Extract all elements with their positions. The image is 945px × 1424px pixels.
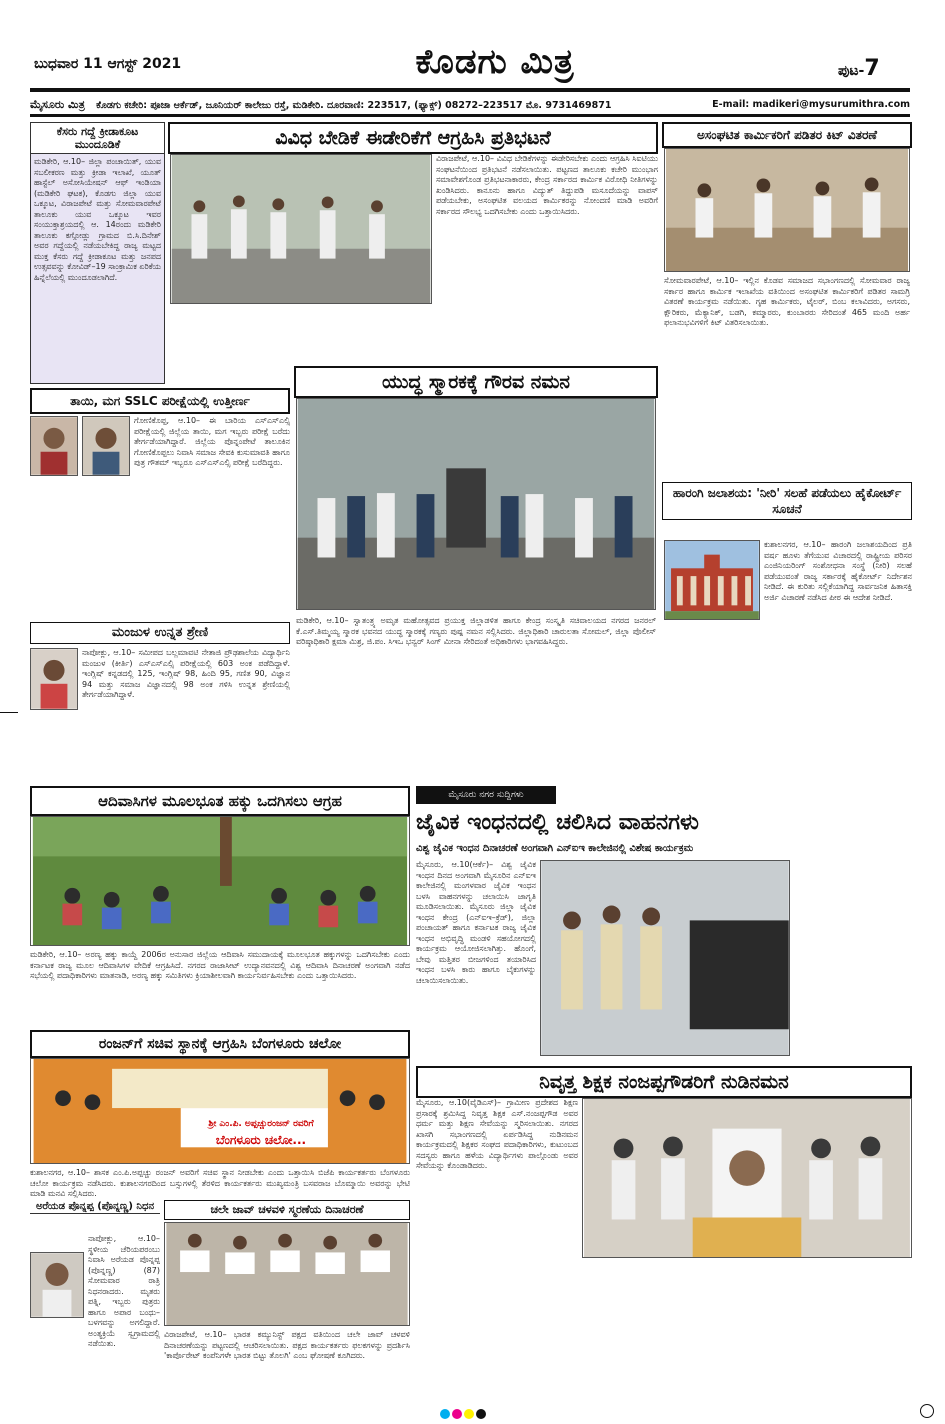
- story-ranjan: [30, 1030, 410, 1198]
- headline-ponnappa: ಅರೆಯಡ ಪೊನ್ನಪ್ಪ (ಪೊನ್ನಣ್ಣ) ನಿಧನ: [30, 1200, 160, 1214]
- photo-war-memorial: [296, 398, 656, 610]
- page-number: [838, 56, 880, 81]
- story-war-memorial: [294, 366, 658, 772]
- photo-ranjan: [30, 1058, 410, 1164]
- banner-line2: ಬೆಂಗಳೂರು ಚಲೋ...: [215, 1133, 307, 1147]
- office-email: E-mail: madikeri@mysurumithra.com: [712, 99, 910, 110]
- photo-quit-india: [164, 1222, 410, 1326]
- body-sports: ಮಡಿಕೇರಿ, ಆ.10– ಜಿಲ್ಲಾ ಪಂಚಾಯಿತ್, ಯುವ ಸಬಲೀಕರಣ ಮತ್ತು ಕ್ರೀಡಾ ಇಲಾಖೆ, ಯೂತ್ ಹಾಸ್ಟೆಲ್ ಅಸೋಸಿಯೇಷನ್ ಆಫ್ ಇಂಡಿಯಾ (ಮಡಿಕೇರಿ ಘಟಕ), ಕೊಡಗು ಜಿಲ್ಲಾ ಯುವ ಒಕ್ಕೂಟ, ವಿರಾಜಪೇಟೆ ಮತ್ತು ಸೋಮವಾರಪೇಟೆ ತಾಲೂಕು ಯುವ ಒಕ್ಕೂಟ ಇವರ ಸಂಯುಕ್ತಾಶ್ರಯದಲ್ಲಿ ಆ. 14ರಂದು ಮಡಿಕೇರಿ ತಾಲೂಕು ಕಗ್ಗೋಡ್ಲು ಗ್ರಾಮದ ಬಿ.ಸಿ.ದಿನೇಶ್ ಅವರ ಗದ್ದೆಯಲ್ಲಿ ನಡೆಯಬೇಕಿದ್ದ ರಾಜ್ಯ ಮಟ್ಟದ ಮುಕ್ತ ಕೆಸರು ಗದ್ದೆ ಕ್ರೀಡಾಕೂಟ ಮತ್ತು ಜನಪದ ಉತ್ಸವವನ್ನು ಕೋವಿಡ್–19 ಸಾಂಕ್ರಾಮಿಕ ಏರಿಕೆಯ ಹಿನ್ನೆಲೆಯಲ್ಲಿ ಮುಂದೂಡಲಾಗಿದೆ.: [34, 157, 161, 282]
- headline-kits: ಅಸಂಘಟಿತ ಕಾರ್ಮಿಕರಿಗೆ ಪಡಿತರ ಕಿಟ್ ವಿತರಣೆ: [662, 122, 912, 148]
- body-manjula: ನಾಪೋಕ್ಲು, ಆ.10– ಸಮೀಪದ ಬಲ್ಲಮಾವಟಿ ನೇತಾಜಿ ಪ್ರೌಢಶಾಲೆಯ ವಿದ್ಯಾರ್ಥಿನಿ ಮಂಜುಳ (ಕೀರ್ತಿ) ಎಸ್ಎಸ್ಎಲ್ಸಿ ಪರೀಕ್ಷೆಯಲ್ಲಿ 603 ಅಂಕ ಪಡೆದಿದ್ದಾಳೆ. ಇಂಗ್ಲಿಷ್ ಕನ್ನಡದಲ್ಲಿ 125, ಇಂಗ್ಲಿಷ್ 98, ಹಿಂದಿ 95, ಗಣಿತ 90, ವಿಜ್ಞಾನ 94 ಮತ್ತು ಸಮಾಜ ವಿಜ್ಞಾನದಲ್ಲಿ 98 ಅಂಕ ಗಳಿಸಿ ಉನ್ನತ ಶ್ರೇಣಿಯಲ್ಲಿ ತೇರ್ಗಡೆಯಾಗಿದ್ದಾಳೆ.: [82, 648, 290, 699]
- story-sslc: [30, 388, 290, 618]
- photo-high-court: [664, 540, 760, 620]
- story-ponnappa: [30, 1200, 160, 1384]
- photo-protest: [170, 154, 432, 304]
- headline-quit-india: ಚಲೇ ಜಾವ್ ಚಳವಳಿ ಸ್ಮರಣೆಯ ದಿನಾಚರಣೆ: [164, 1200, 410, 1220]
- page-label: ಪುಟ-: [838, 63, 865, 79]
- photo-ponnappa: [30, 1252, 84, 1318]
- headline-war-memorial: ಯುದ್ಧ ಸ್ಮಾರಕಕ್ಕೆ ಗೌರವ ನಮನ: [294, 366, 658, 398]
- story-teacher: [416, 1066, 912, 1384]
- masthead-rule: [30, 88, 910, 92]
- photo-son: [82, 416, 130, 476]
- headline-sports: ಕೆಸರು ಗದ್ದೆ ಕ್ರೀಡಾಕೂಟ ಮುಂದೂಡಿಕೆ: [31, 123, 164, 154]
- body-quit-india: ವಿರಾಜಪೇಟೆ, ಆ.10– ಭಾರತ ಕಮ್ಯುನಿಸ್ಟ್ ಪಕ್ಷದ ವತಿಯಿಂದ ಚಲೇ ಜಾವ್ ಚಳವಳಿ ದಿನಾಚರಣೆಯನ್ನು ಪಟ್ಟಣದಲ್ಲಿ ಆಚರಿಸಲಾಯಿತು. ಪಕ್ಷದ ಕಾರ್ಯಕರ್ತರು ಫಲಕಗಳನ್ನು ಪ್ರದರ್ಶಿಸಿ 'ಕಾರ್ಪೊರೇಟ್ ಕಂಪೆನಿಗಳೇ ಭಾರತ ಬಿಟ್ಟು ತೊಲಗಿ' ಎಂಬ ಘೋಷಣೆ ಕೂಗಿದರು.: [164, 1330, 410, 1360]
- headline-ranjan: ರಂಜನ್‌ಗೆ ಸಚಿವ ಸ್ಥಾನಕ್ಕೆ ಆಗ್ರಹಿಸಿ ಬೆಂಗಳೂರು ಚಲೋ: [30, 1030, 410, 1058]
- story-kits: [662, 122, 912, 478]
- office-info-bar: [30, 95, 910, 117]
- office-address: ಕೊಡಗು ಕಚೇರಿ: ಪೂಜಾ ಆರ್ಕೆಡ್, ಜೂನಿಯರ್ ಕಾಲೇಜು ರಸ್ತೆ, ಮಡಿಕೇರಿ. ದೂರವಾಣಿ: 223517, (ಫ್ಯಾಕ್ಸ್) 08272–223517 ಮೊ. 9731469871: [96, 100, 612, 111]
- color-registration-dots: [440, 1404, 488, 1423]
- story-sports: [30, 122, 165, 384]
- body-ponnappa: ನಾಪೋಕ್ಲು, ಆ.10– ಸ್ಥಳೀಯ ಚೆರಿಯಪರಂಬು ನಿವಾಸಿ ಅರೆಯಡ ಪೊನ್ನಪ್ಪ (ಪೊನ್ನಣ್ಣ) (87) ಸೋಮವಾರ ರಾತ್ರಿ ನಿಧನರಾದರು. ಮೃತರು ಪತ್ನಿ, ಇಬ್ಬರು ಪುತ್ರರು ಹಾಗೂ ಅಪಾರ ಬಂಧು–ಬಳಗವನ್ನು ಅಗಲಿದ್ದಾರೆ. ಅಂತ್ಯಕ್ರಿಯೆ ಸ್ವಗ್ರಾಮದಲ್ಲಿ ನಡೆಯಿತು.: [88, 1234, 160, 1348]
- body-teacher: ಮೈಸೂರು, ಆ.10(ವೈಡಿಎಸ್)– ಗ್ರಾಮೀಣ ಪ್ರದೇಶದ ಶಿಕ್ಷಣ ಪ್ರಸಾರಕ್ಕೆ ಶ್ರಮಿಸಿದ್ದ ನಿವೃತ್ತ ಶಿಕ್ಷಕ ಎಸ್.ನಂಜಪ್ಪಗೌಡ ಅವರ ಧರ್ಮ ಮತ್ತು ಶಿಕ್ಷಣ ಸೇವೆಯನ್ನು ಸ್ಮರಿಸಲಾಯಿತು. ನಗರದ ಖಾಸಗಿ ಸಭಾಂಗಣದಲ್ಲಿ ಏರ್ಪಡಿಸಿದ್ದ ನುಡಿನಮನ ಕಾರ್ಯಕ್ರಮದಲ್ಲಿ ಶಿಕ್ಷಕರ ಸಂಘದ ಪದಾಧಿಕಾರಿಗಳು, ಕುಟುಂಬದ ಸದಸ್ಯರು ಹಾಗೂ ಹಳೆಯ ವಿದ್ಯಾರ್ಥಿಗಳು ಪಾಲ್ಗೊಂಡು ಅವರ ಸೇವೆಯನ್ನು ಕೊಂಡಾಡಿದರು.: [416, 1098, 578, 1170]
- body-ranjan: ಕುಶಾಲನಗರ, ಆ.10– ಶಾಸಕ ಎಂ.ಪಿ.ಅಪ್ಪಚ್ಚು ರಂಜನ್ ಅವರಿಗೆ ಸಚಿವ ಸ್ಥಾನ ನೀಡಬೇಕು ಎಂದು ಒತ್ತಾಯಿಸಿ ಬಿಜೆಪಿ ಕಾರ್ಯಕರ್ತರು ಬೆಂಗಳೂರು ಚಲೋ ಕಾರ್ಯಕ್ರಮ ನಡೆಸಿದರು. ಕುಶಾಲನಗರದಿಂದ ಬಸ್ಸುಗಳಲ್ಲಿ ತೆರಳಿದ ಕಾರ್ಯಕರ್ತರು ಮುಖ್ಯಮಂತ್ರಿ ಬಸವರಾಜ ಬೊಮ್ಮಾಯಿ ಅವರನ್ನು ಭೇಟಿ ಮಾಡಿ ಮನವಿ ಸಲ್ಲಿಸಿದರು.: [30, 1168, 410, 1198]
- registration-mark: [920, 1404, 934, 1418]
- body-protest: ವಿರಾಜಪೇಟೆ, ಆ.10– ವಿವಿಧ ಬೇಡಿಕೆಗಳನ್ನು ಈಡೇರಿಸಬೇಕು ಎಂದು ಆಗ್ರಹಿಸಿ ಸಿಐಟಿಯು ಸಂಘಟನೆಯಿಂದ ಪ್ರತಿಭಟನೆ ನಡೆಸಲಾಯಿತು. ಪಟ್ಟಣದ ತಾಲೂಕು ಕಚೇರಿ ಮುಂಭಾಗ ಸಮಾವೇಶಗೊಂಡ ಪ್ರತಿಭಟನಾಕಾರರು, ಕೇಂದ್ರ ಸರ್ಕಾರದ ಕಾರ್ಮಿಕ ವಿರೋಧಿ ನೀತಿಗಳನ್ನು ಖಂಡಿಸಿದರು. ಕಾನೂನು ಹಾಗೂ ವಿದ್ಯುತ್ ತಿದ್ದುಪಡಿ ಮಸೂದೆಯನ್ನು ವಾಪಸ್ ಪಡೆಯಬೇಕು, ಅಸಂಘಟಿತ ವಲಯದ ಕಾರ್ಮಿಕರನ್ನು ನೋಂದಣಿ ಮಾಡಿ ಅವರಿಗೆ ಸರ್ಕಾರದ ಸೌಲಭ್ಯ ಒದಗಿಸಬೇಕು ಎಂದು ಒತ್ತಾಯಿಸಿದರು.: [436, 154, 658, 216]
- headline-teacher: ನಿವೃತ್ತ ಶಿಕ್ಷಕ ನಂಜಪ್ಪಗೌಡರಿಗೆ ನುಡಿನಮನ: [416, 1066, 912, 1098]
- printer-crop-mark: [0, 712, 18, 713]
- mysuru-mithra-logo: ಮೈಸೂರು ಮಿತ್ರ: [30, 98, 85, 111]
- photo-manjula: [30, 648, 78, 710]
- story-quit-india: [164, 1200, 410, 1384]
- rule-phone-in: [294, 772, 658, 778]
- story-mysuru-news: [416, 786, 912, 1060]
- photo-mother: [30, 416, 78, 476]
- headline-harangi: ಹಾರಂಗಿ ಜಲಾಶಯ: 'ನೀರಿ' ಸಲಹೆ ಪಡೆಯಲು ಹೈಕೋರ್ಟ್ ಸೂಚನೆ: [662, 482, 912, 520]
- body-harangi: ಕುಶಾಲನಗರ, ಆ.10– ಹಾರಂಗಿ ಜಲಾಶಯದಿಂದ ಪ್ರತಿ ವರ್ಷ ಹೂಳು ತೆಗೆಯುವ ವಿಚಾರದಲ್ಲಿ ರಾಷ್ಟ್ರೀಯ ಪರಿಸರ ಎಂಜಿನಿಯರಿಂಗ್ ಸಂಶೋಧನಾ ಸಂಸ್ಥೆ (ನೀರಿ) ಸಲಹೆ ಪಡೆಯುವಂತೆ ರಾಜ್ಯ ಸರ್ಕಾರಕ್ಕೆ ಹೈಕೋರ್ಟ್ ನಿರ್ದೇಶನ ನೀಡಿದೆ. ಈ ಕುರಿತು ಸಲ್ಲಿಕೆಯಾಗಿದ್ದ ಸಾರ್ವಜನಿಕ ಹಿತಾಸಕ್ತಿ ಅರ್ಜಿ ವಿಚಾರಣೆ ನಡೆಸಿದ ಪೀಠ ಈ ಆದೇಶ ನೀಡಿದೆ.: [764, 540, 912, 602]
- photo-adivasi: [30, 816, 410, 946]
- story-manjula: [30, 622, 290, 774]
- photo-teacher: [582, 1098, 912, 1258]
- story-harangi: [662, 482, 912, 772]
- body-sslc: ಗೋಣಿಕೊಪ್ಪ, ಆ.10– ಈ ಬಾರಿಯ ಎಸ್ಎಸ್ಎಲ್ಸಿ ಪರೀಕ್ಷೆಯಲ್ಲಿ ಜಿಲ್ಲೆಯ ತಾಯಿ, ಮಗ ಇಬ್ಬರು ಪರೀಕ್ಷೆ ಬರೆದು ತೇರ್ಗಡೆಯಾಗಿದ್ದಾರೆ. ಜಿಲ್ಲೆಯ ಪೊನ್ನಂಪೇಟೆ ತಾಲೂಕಿನ ಗೋಣಿಕೊಪ್ಪಲು ನಿವಾಸಿ ಸಮಾಜ ಸೇವಕಿ ಕುಸುಮಾವತಿ ಹಾಗೂ ಪುತ್ರ ಗೌತಮ್ ಇಬ್ಬರೂ ಎಸ್ಎಸ್ಎಲ್ಸಿ ಪರೀಕ್ಷೆ ಬರೆದಿದ್ದರು.: [134, 416, 290, 467]
- masthead-title: ಕೊಡಗು ಮಿತ್ರ: [370, 42, 620, 92]
- photo-kits: [664, 148, 910, 272]
- body-mysuru-news: ಮೈಸೂರು, ಆ.10(ಆರ್ಕೆ)– ವಿಶ್ವ ಜೈವಿಕ ಇಂಧನ ದಿನದ ಅಂಗವಾಗಿ ಮೈಸೂರಿನ ಎನ್ಐಇ ಕಾಲೇಜಿನಲ್ಲಿ ಮಂಗಳವಾರ ಜೈವಿಕ ಇಂಧನ ಬಳಸಿ ವಾಹನಗಳನ್ನು ಚಲಾಯಿಸಿ ಜಾಗೃತಿ ಮೂಡಿಸಲಾಯಿತು. ಮೈಸೂರು ಜಿಲ್ಲಾ ಜೈವಿಕ ಇಂಧನ ಕೇಂದ್ರ (ಎನ್ಐಇ–ಕ್ರೆಡ್), ಜಿಲ್ಲಾ ಪಂಚಾಯತ್ ಹಾಗೂ ಕರ್ನಾಟಕ ರಾಜ್ಯ ಜೈವಿಕ ಇಂಧನ ಅಭಿವೃದ್ಧಿ ಮಂಡಳಿ ಸಹಯೋಗದಲ್ಲಿ ಕಾರ್ಯಕ್ರಮ ಆಯೋಜಿಸಲಾಗಿತ್ತು. ಹೊಂಗೆ, ಬೇವು ಮತ್ತಿತರ ಬೀಜಗಳಿಂದ ತಯಾರಿಸಿದ ಇಂಧನ ಬಳಸಿ ಕಾರು ಹಾಗೂ ಬೈಕುಗಳನ್ನು ಚಲಾಯಿಸಲಾಯಿತು.: [416, 860, 536, 985]
- headline-adivasi: ಆದಿವಾಸಿಗಳ ಮೂಲಭೂತ ಹಕ್ಕು ಒದಗಿಸಲು ಆಗ್ರಹ: [30, 786, 410, 816]
- edition-date: ಬುಧವಾರ 11 ಆಗಸ್ಟ್ 2021: [34, 56, 182, 72]
- page-number-value: 7: [864, 56, 880, 81]
- banner-line1: ಶ್ರೀ ಎಂ.ಪಿ. ಅಪ್ಪಚ್ಚುರಂಜನ್ ರವರಿಗೆ: [208, 1119, 314, 1129]
- body-kits: ಸೋಮವಾರಪೇಟೆ, ಆ.10– ಇಲ್ಲಿನ ಕೊಡವ ಸಮಾಜದ ಸಭಾಂಗಣದಲ್ಲಿ ಸೋಮವಾರ ರಾಜ್ಯ ಸರ್ಕಾರ ಹಾಗೂ ಕಾರ್ಮಿಕ ಇಲಾಖೆಯ ವತಿಯಿಂದ ಅಸಂಘಟಿತ ಕಾರ್ಮಿಕರಿಗೆ ಪಡಿತರ ಸಾಮಗ್ರಿ ವಿತರಣೆ ಕಾರ್ಯಕ್ರಮ ನಡೆಯಿತು. ಗೃಹ ಕಾರ್ಮಿಕರು, ಟೈಲರ್, ಬಿಂಬ ಕಲಾವಿದರು, ಅಗಸರು, ಕ್ಷೌರಿಕರು, ಮೆಕ್ಯಾನಿಕ್, ಬಡಗಿ, ಕಮ್ಮಾರರು, ಕುಂಬಾರರು ಸೇರಿದಂತೆ 465 ಮಂದಿ ಅರ್ಹ ಫಲಾನುಭವಿಗಳಿಗೆ ಕಿಟ್ ವಿತರಿಸಲಾಯಿತು.: [664, 276, 910, 327]
- headline-mysuru-news: ಜೈವಿಕ ಇಂಧನದಲ್ಲಿ ಚಲಿಸಿದ ವಾಹನಗಳು: [416, 810, 699, 835]
- headline-manjula: ಮಂಜುಳ ಉನ್ನತ ಶ್ರೇಣಿ: [30, 622, 290, 644]
- subhead-mysuru-news: ವಿಶ್ವ ಜೈವಿಕ ಇಂಧನ ದಿನಾಚರಣೆ ಅಂಗವಾಗಿ ಎನ್ಐಇ ಕಾಲೇಜಿನಲ್ಲಿ ವಿಶೇಷ ಕಾರ್ಯಕ್ರಮ: [416, 843, 694, 854]
- story-protest: [168, 122, 658, 362]
- story-adivasi: [30, 786, 410, 1026]
- body-adivasi: ಮಡಿಕೇರಿ, ಆ.10– ಅರಣ್ಯ ಹಕ್ಕು ಕಾಯ್ದೆ 2006ರ ಅನುಸಾರ ಜಿಲ್ಲೆಯ ಆದಿವಾಸಿ ಸಮುದಾಯಕ್ಕೆ ಮೂಲಭೂತ ಹಕ್ಕುಗಳನ್ನು ಒದಗಿಸಬೇಕು ಎಂದು ಕರ್ನಾಟಕ ರಾಜ್ಯ ಮೂಲ ಆದಿವಾಸಿಗಳ ವೇದಿಕೆ ಆಗ್ರಹಿಸಿದೆ. ನಗರದ ರಾಜಾಸೀಟ್ ಉದ್ಯಾನವನದಲ್ಲಿ ವಿಶ್ವ ಆದಿವಾಸಿ ದಿನಾಚರಣೆ ಅಂಗವಾಗಿ ನಡೆದ ಸಭೆಯಲ್ಲಿ ಪದಾಧಿಕಾರಿಗಳು ಮಾತನಾಡಿ, ಅರಣ್ಯ ಹಕ್ಕು ಸಮಿತಿಗಳು ಕ್ರಿಯಾಶೀಲವಾಗಿ ಕಾರ್ಯನಿರ್ವಹಿಸಬೇಕು ಎಂದು ಒತ್ತಾಯಿಸಿದರು.: [30, 950, 410, 980]
- body-war-memorial: ಮಡಿಕೇರಿ, ಆ.10– ಸ್ವಾತಂತ್ರ್ಯ ಅಮೃತ ಮಹೋತ್ಸವದ ಪ್ರಯುಕ್ತ ಜಿಲ್ಲಾಡಳಿತ ಹಾಗೂ ಕೇಂದ್ರ ಸಂಸ್ಕೃತಿ ಸಚಿವಾಲಯದ ನಗರದ ಜನರಲ್ ಕೆ.ಎಸ್.ತಿಮ್ಮಯ್ಯ ಸ್ಮಾರಕ ಭವನದ ಯುದ್ಧ ಸ್ಮಾರಕಕ್ಕೆ ಗಣ್ಯರು ಪುಷ್ಪ ನಮನ ಸಲ್ಲಿಸಿದರು. ಜಿಲ್ಲಾಧಿಕಾರಿ ಚಾರುಲತಾ ಸೋಮಲ್, ಜಿಲ್ಲಾ ಪೊಲೀಸ್ ವರಿಷ್ಠಾಧಿಕಾರಿ ಕ್ಷಮಾ ಮಿಶ್ರ, ಜಿ.ಪಂ. ಸಿಇಒ ಭನ್ವರ್ ಸಿಂಗ್ ಮೀನಾ ಸೇರಿದಂತೆ ಅಧಿಕಾರಿಗಳು ಭಾಗವಹಿಸಿದ್ದರು.: [296, 616, 656, 646]
- photo-biofuel: [540, 860, 790, 1056]
- headline-protest: ವಿವಿಧ ಬೇಡಿಕೆ ಈಡೇರಿಕೆಗೆ ಆಗ್ರಹಿಸಿ ಪ್ರತಿಭಟನೆ: [168, 122, 658, 154]
- headline-sslc: ತಾಯಿ, ಮಗ SSLC ಪರೀಕ್ಷೆಯಲ್ಲಿ ಉತ್ತೀರ್ಣ: [30, 388, 290, 414]
- section-label-mysuru: ಮೈಸೂರು ನಗರ ಸುದ್ದಿಗಳು: [416, 786, 556, 804]
